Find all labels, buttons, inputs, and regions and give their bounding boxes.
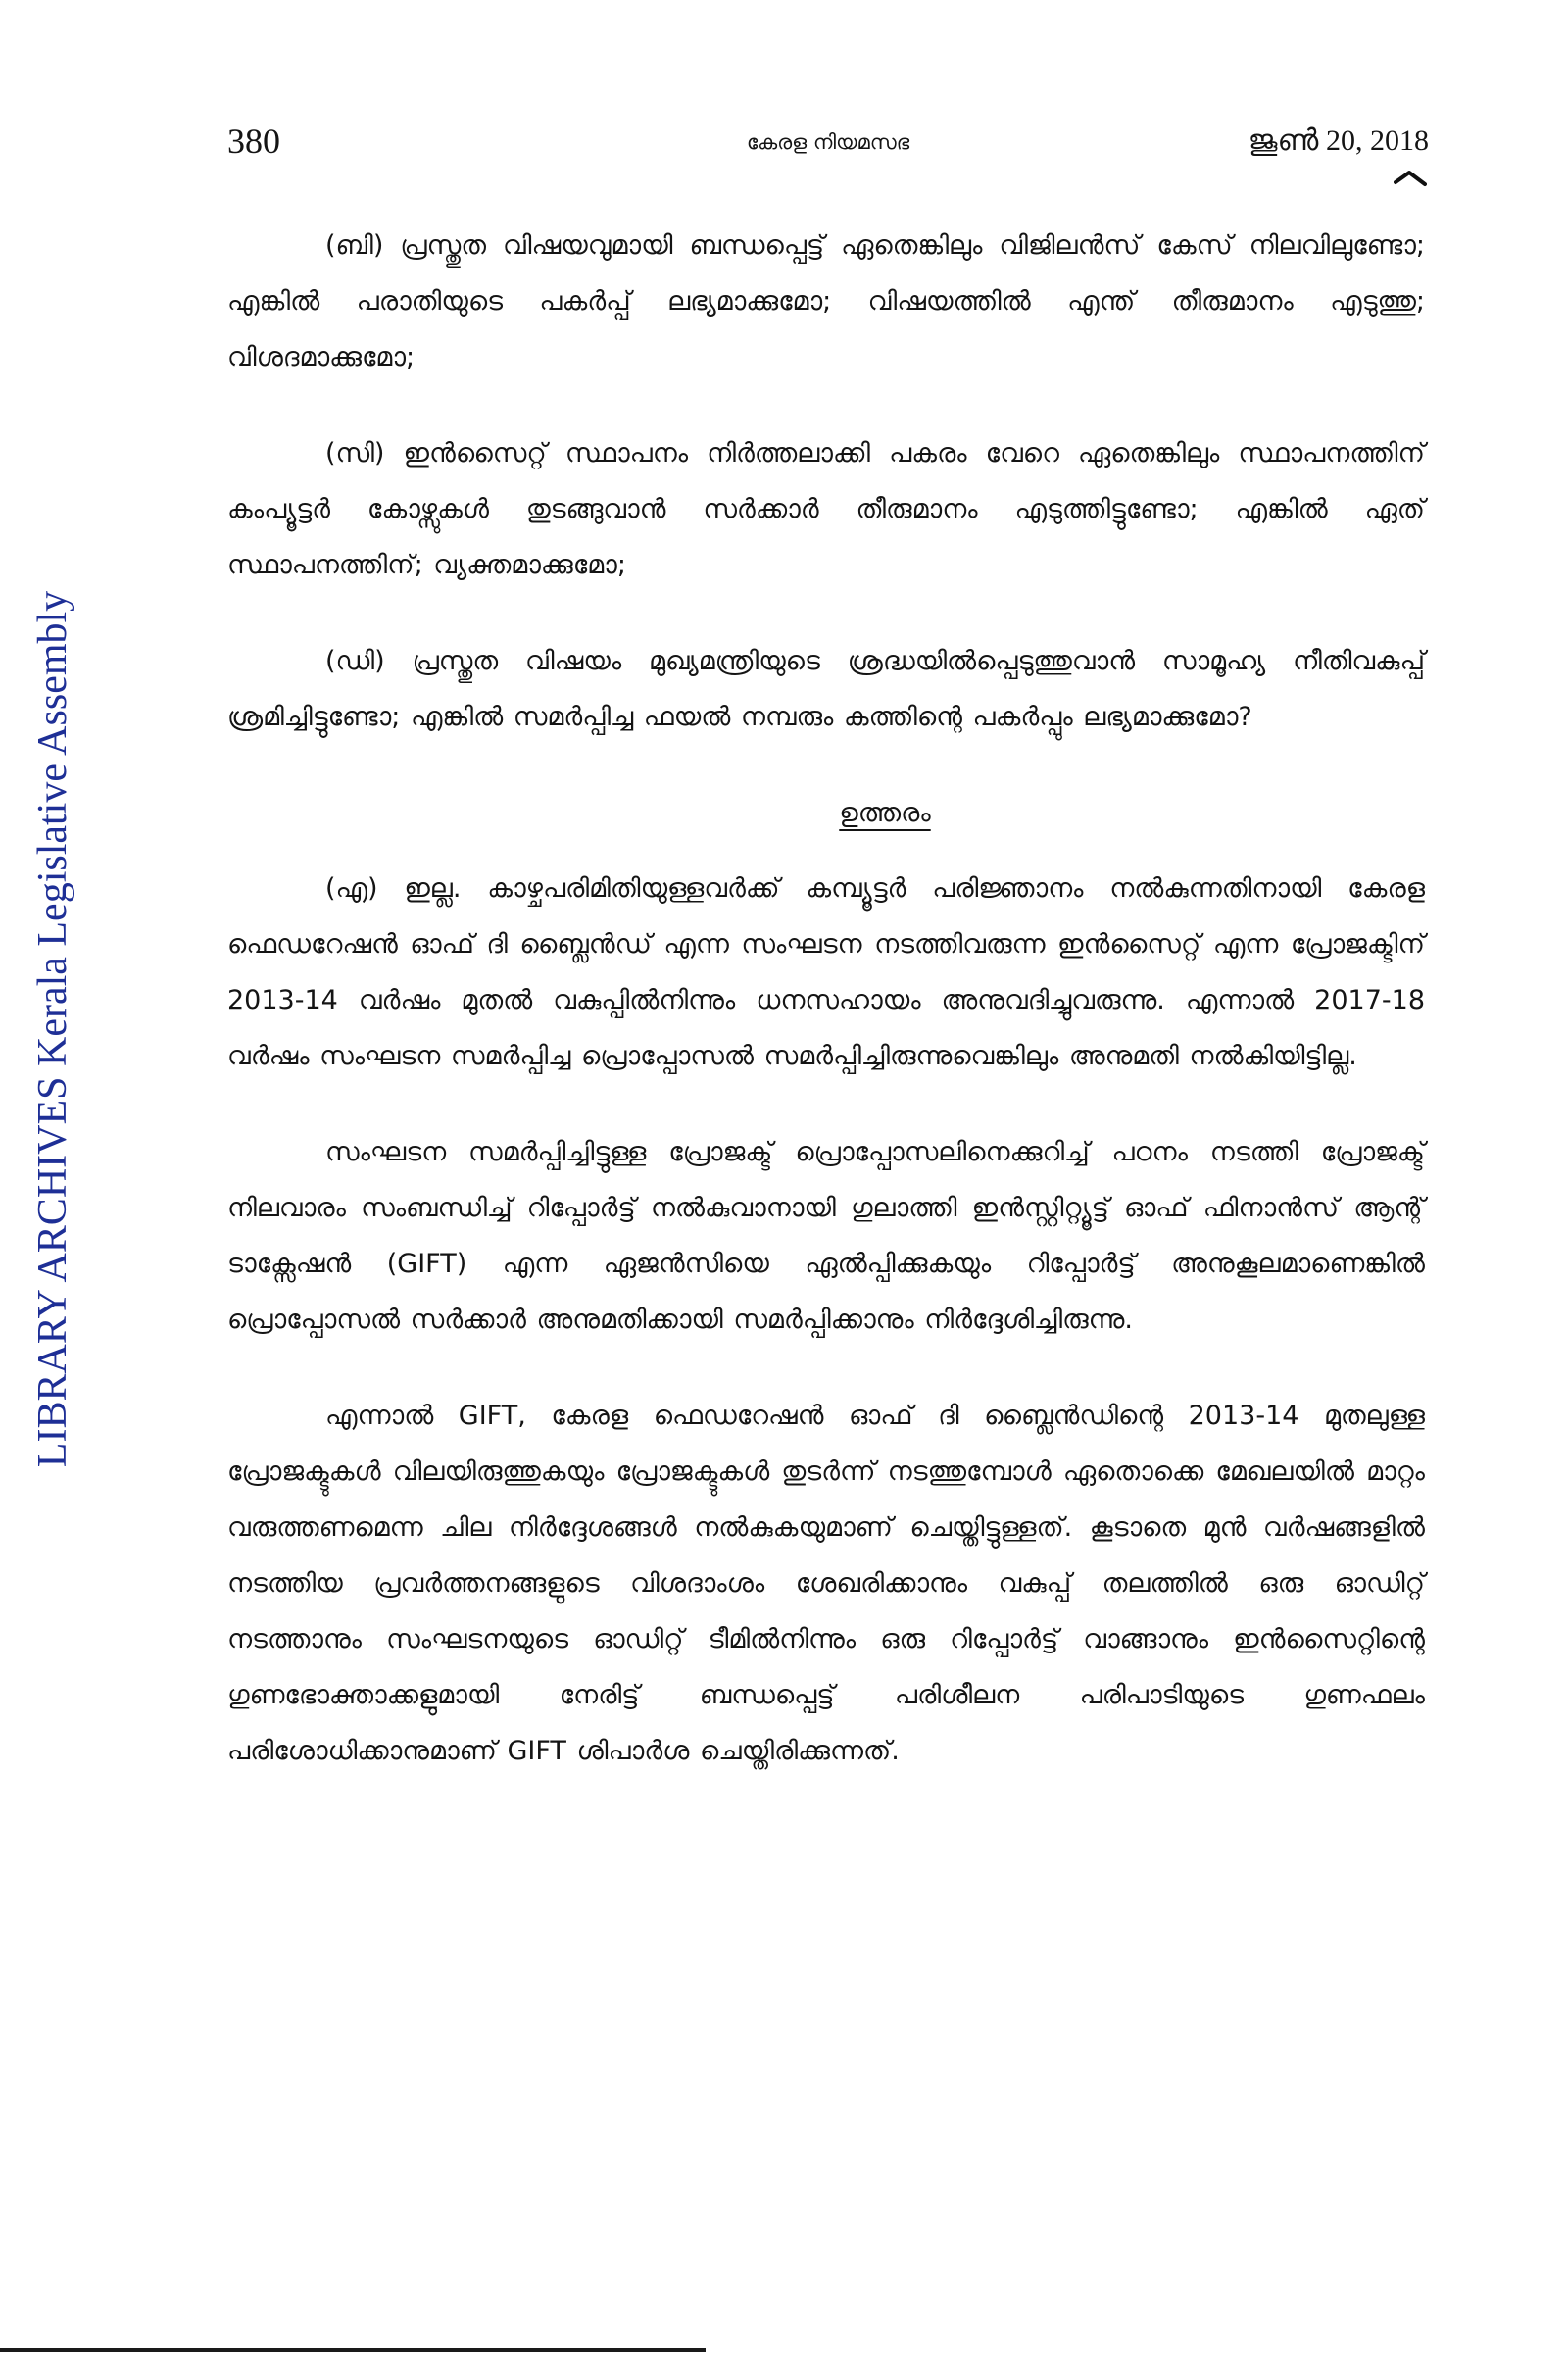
corner-mark bbox=[1394, 169, 1427, 188]
question-c: (സി) ഇൻസൈറ്റ് സ്ഥാപനം നിർത്തലാക്കി പകരം വേറെ ഏതെങ്കിലും സ്ഥാപനത്തിന് കംപ്യൂട്ടർ കോഴ്സുകൾ തുടങ്ങുവാൻ സർക്കാർ തീരുമാനം എടുത്തിട്ടുണ്ടോ; എങ്കിൽ ഏത് സ്ഥാപനത്തിന്; വ്യക്തമാക്കുമോ; bbox=[227, 438, 1425, 580]
answer-heading: ഉത്തരം bbox=[839, 798, 931, 828]
question-d: (ഡി) പ്രസ്തുത വിഷയം മുഖ്യമന്ത്രിയുടെ ശ്രദ്ധയിൽപ്പെടുത്തുവാൻ സാമൂഹ്യ നീതിവകുപ്പ് ശ്രമിച്ചിട്ടുണ്ടോ; എങ്കിൽ സമർപ്പിച്ച ഫയൽ നമ്പരും കത്തിന്റെ പകർപ്പും ലഭ്യമാക്കുമോ? bbox=[227, 646, 1425, 732]
question-b: (ബി) പ്രസ്തുത വിഷയവുമായി ബന്ധപ്പെട്ട് ഏതെങ്കിലും വിജിലൻസ് കേസ് നിലവിലുണ്ടോ; എങ്കിൽ പരാതിയുടെ പകർപ്പ് ലഭ്യമാക്കുമോ; വിഷയത്തിൽ എന്ത് തീരുമാനം എടുത്തു; വിശദമാക്കുമോ; bbox=[227, 230, 1425, 372]
page-number: 380 bbox=[227, 122, 280, 161]
header-date: ജൂൺ 20, 2018 bbox=[1248, 124, 1429, 157]
answer-a: (എ) ഇല്ല. കാഴ്ചപരിമിതിയുള്ളവർക്ക് കമ്പ്യൂട്ടർ പരിജ്ഞാനം നൽകുന്നതിനായി കേരള ഫെഡറേഷൻ ഓഫ് ദി ബ്ലൈൻഡ് എന്ന സംഘടന നടത്തിവരുന്ന ഇൻസൈറ്റ് എന്ന പ്രോജക്ടിന് 2013-14 വർഷം മുതൽ വകുപ്പിൽനിന്നും ധനസഹായം അനുവദിച്ചുവരുന്നു. എന്നാൽ 2017-18 വർഷം സംഘടന സമർപ്പിച്ച പ്രൊപ്പോസൽ സമർപ്പിച്ചിരുന്നുവെങ്കിലും അനുമതി നൽകിയിട്ടില്ല. bbox=[227, 873, 1425, 1071]
document-body bbox=[227, 218, 1425, 1819]
running-head: കേരള നിയമസഭ bbox=[746, 130, 910, 154]
answer-paragraph-3: എന്നാൽ GIFT, കേരള ഫെഡറേഷൻ ഓഫ് ദി ബ്ലൈൻഡിന്റെ 2013-14 മുതലുള്ള പ്രോജക്ടുകൾ വിലയിരുത്തുകയും പ്രോജക്ടുകൾ തുടർന്ന് നടത്തുമ്പോൾ ഏതൊക്കെ മേഖലയിൽ മാറ്റം വരുത്തണമെന്ന ചില നിർദ്ദേശങ്ങൾ നൽകുകയുമാണ് ചെയ്തിട്ടുള്ളത്. കൂടാതെ മുൻ വർഷങ്ങളിൽ നടത്തിയ പ്രവർത്തനങ്ങളുടെ വിശദാംശം ശേഖരിക്കാനും വകുപ്പ് തലത്തിൽ ഒരു ഓഡിറ്റ് നടത്താനും സംഘടനയുടെ ഓഡിറ്റ് ടീമിൽനിന്നും ഒരു റിപ്പോർട്ട് വാങ്ങാനും ഇൻസൈറ്റിന്റെ ഗുണഭോക്താക്കളുമായി നേരിട്ട് ബന്ധപ്പെട്ട് പരിശീലന പരിപാടിയുടെ ഗുണഫലം പരിശോധിക്കാനുമാണ് GIFT ശിപാർശ ചെയ്തിരിക്കുന്നത്. bbox=[227, 1401, 1425, 1766]
footer-rule bbox=[0, 2348, 706, 2352]
answer-paragraph-2: സംഘടന സമർപ്പിച്ചിട്ടുള്ള പ്രോജക്ട് പ്രൊപ്പോസലിനെക്കുറിച്ച് പഠനം നടത്തി പ്രോജക്ട് നിലവാരം സംബന്ധിച്ച് റിപ്പോർട്ട് നൽകുവാനായി ഗുലാത്തി ഇൻസ്റ്റിറ്റ്യൂട്ട് ഓഫ് ഫിനാൻസ് ആന്റ് ടാക്സേഷൻ (GIFT) എന്ന ഏജൻസിയെ ഏൽപ്പിക്കുകയും റിപ്പോർട്ട് അനുകൂലമാണെങ്കിൽ പ്രൊപ്പോസൽ സർക്കാർ അനുമതിക്കായി സമർപ്പിക്കാനും നിർദ്ദേശിച്ചിരുന്നു. bbox=[227, 1137, 1425, 1335]
page-header bbox=[227, 120, 1429, 163]
archive-stamp: LIBRARY ARCHIVES Kerala Legislative Assembly bbox=[30, 590, 75, 1468]
